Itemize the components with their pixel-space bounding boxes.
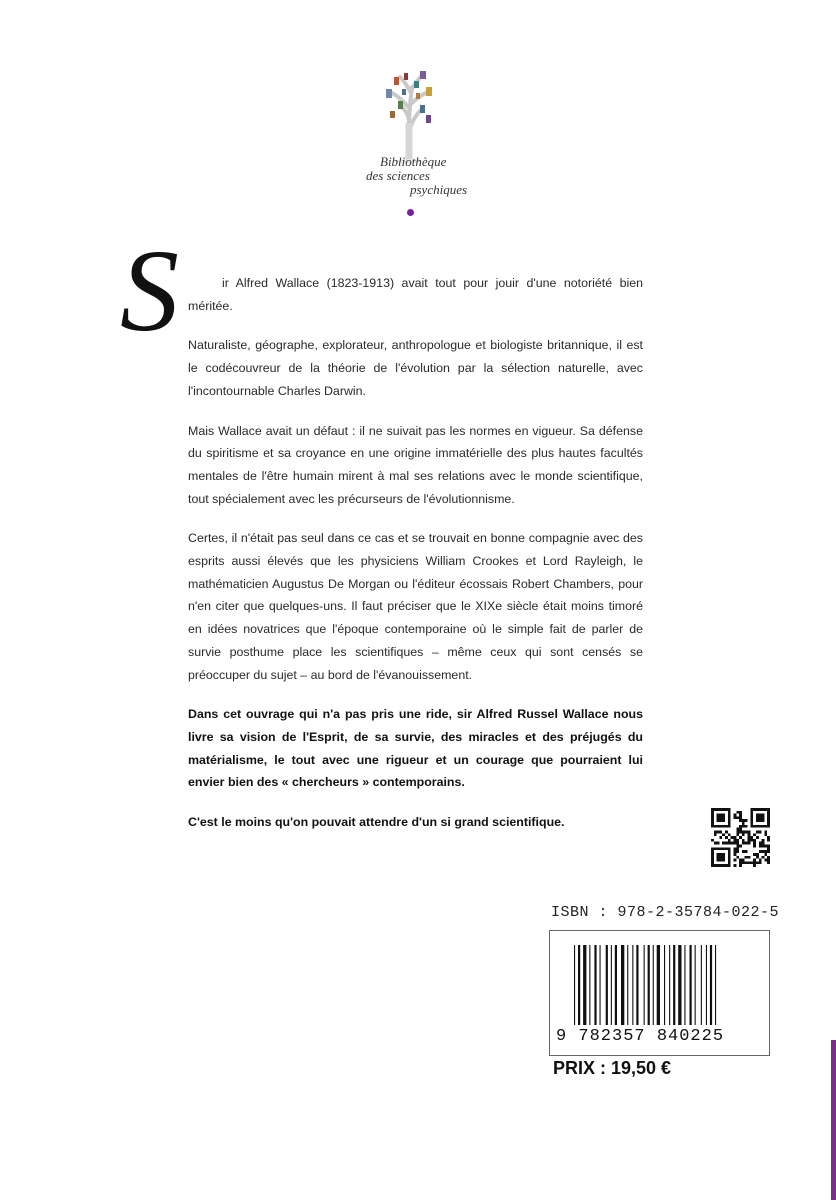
qr-module bbox=[739, 825, 742, 828]
qr-module bbox=[745, 850, 748, 853]
qr-module bbox=[742, 861, 745, 864]
qr-module bbox=[733, 853, 736, 856]
barcode-bar bbox=[695, 945, 696, 1025]
qr-module bbox=[725, 836, 728, 839]
qr-module bbox=[739, 819, 742, 822]
barcode-panel bbox=[549, 930, 770, 1056]
qr-module bbox=[728, 833, 731, 836]
qr-module bbox=[764, 845, 767, 848]
qr-module bbox=[711, 847, 714, 867]
qr-module bbox=[750, 808, 770, 811]
qr-module bbox=[748, 830, 751, 833]
qr-module bbox=[753, 864, 756, 867]
qr-module bbox=[756, 856, 759, 859]
accent-dot bbox=[407, 209, 414, 216]
qr-module bbox=[764, 850, 767, 853]
qr-module bbox=[764, 853, 767, 856]
qr-module bbox=[750, 861, 753, 864]
qr-module bbox=[728, 842, 731, 845]
qr-module bbox=[750, 825, 770, 828]
qr-module bbox=[736, 842, 739, 845]
qr-module bbox=[762, 856, 765, 859]
qr-module bbox=[711, 825, 731, 828]
blurb-paragraph: Mais Wallace avait un défaut : il ne suivait pas les normes en vigueur. Sa défense du spiritisme et sa croyance en une origine immatérielle des plus hautes facultés mentales de l'être humain mirent à mal ses relations avec le monde scientifique, tout spécialement avec les précurseurs de l'évolutionnisme. bbox=[188, 423, 643, 506]
qr-module bbox=[733, 836, 736, 839]
barcode-bar bbox=[715, 945, 716, 1025]
barcode-bar bbox=[578, 945, 580, 1025]
qr-module bbox=[767, 861, 770, 864]
barcode-bar bbox=[669, 945, 670, 1025]
qr-module bbox=[759, 845, 762, 848]
barcode-bar bbox=[636, 945, 638, 1025]
qr-module bbox=[759, 842, 762, 845]
qr-module bbox=[739, 828, 742, 831]
barcode-bar bbox=[657, 945, 660, 1025]
qr-module bbox=[736, 828, 739, 831]
barcode-bar bbox=[664, 945, 665, 1025]
qr-module bbox=[742, 819, 745, 822]
qr-module bbox=[748, 833, 751, 836]
qr-module bbox=[750, 839, 753, 842]
qr-module bbox=[717, 853, 725, 861]
qr-module bbox=[759, 830, 762, 833]
qr-module bbox=[739, 859, 742, 862]
book-tree-icon bbox=[376, 63, 446, 163]
blurb-text bbox=[188, 272, 643, 851]
qr-module bbox=[714, 842, 717, 845]
qr-module bbox=[759, 861, 762, 864]
qr-module bbox=[753, 833, 756, 836]
qr-module bbox=[742, 825, 745, 828]
qr-module bbox=[733, 850, 736, 853]
qr-module bbox=[711, 808, 714, 828]
barcode-bar bbox=[574, 945, 575, 1025]
barcode-bar bbox=[701, 945, 702, 1025]
qr-module bbox=[756, 830, 759, 833]
qr-module bbox=[736, 816, 739, 819]
qr-module bbox=[756, 836, 759, 839]
barcode-bar bbox=[611, 945, 612, 1025]
qr-module bbox=[736, 833, 739, 836]
barcode-bar bbox=[690, 945, 692, 1025]
qr-module bbox=[767, 856, 770, 859]
barcode-bar bbox=[594, 945, 596, 1025]
qr-module bbox=[742, 839, 745, 842]
qr-module bbox=[745, 842, 748, 845]
qr-module bbox=[731, 842, 734, 845]
blurb-bold-paragraph: C'est le moins qu'on pouvait attendre d'un si grand scientifique. bbox=[188, 815, 565, 830]
qr-module bbox=[767, 850, 770, 853]
qr-module bbox=[733, 839, 736, 842]
qr-module bbox=[711, 847, 731, 850]
qr-module bbox=[736, 856, 739, 859]
barcode-bar bbox=[653, 945, 654, 1025]
qr-module bbox=[756, 861, 759, 864]
cover-edge-strip bbox=[831, 1040, 836, 1200]
blurb-paragraph: ir Alfred Wallace (1823-1913) avait tout pour jouir d'une notoriété bien méritée. bbox=[188, 276, 643, 313]
qr-module bbox=[762, 850, 765, 853]
barcode-bar bbox=[600, 945, 601, 1025]
qr-module bbox=[733, 859, 736, 862]
barcode-bar bbox=[684, 945, 685, 1025]
qr-module bbox=[748, 842, 751, 845]
qr-module bbox=[745, 861, 748, 864]
qr-module bbox=[739, 814, 742, 817]
qr-module bbox=[767, 859, 770, 862]
barcode-bar bbox=[615, 945, 617, 1025]
qr-module bbox=[717, 842, 720, 845]
qr-module bbox=[750, 836, 753, 839]
qr-module bbox=[764, 859, 767, 862]
qr-module bbox=[759, 850, 762, 853]
qr-module bbox=[756, 853, 759, 856]
qr-module bbox=[767, 839, 770, 842]
qr-module bbox=[719, 836, 722, 839]
qr-module bbox=[733, 842, 736, 845]
qr-module bbox=[753, 859, 756, 862]
barcode bbox=[574, 945, 746, 1025]
qr-module bbox=[753, 853, 756, 856]
barcode-bar bbox=[632, 945, 633, 1025]
qr-module bbox=[714, 833, 717, 836]
qr-module bbox=[753, 845, 756, 848]
qr-module bbox=[736, 830, 739, 833]
qr-code bbox=[711, 808, 770, 867]
qr-module bbox=[739, 830, 742, 833]
qr-module bbox=[739, 816, 742, 819]
barcode-digits: 9 782357 840225 bbox=[556, 1027, 725, 1046]
blurb-paragraph: Naturaliste, géographe, explorateur, anthropologue et biologiste britannique, il est le codécouvreur de la théorie de l'évolution par la sélection naturelle, avec l'incontournable Charles Darwin. bbox=[188, 338, 643, 398]
qr-module bbox=[759, 859, 762, 862]
barcode-bar bbox=[673, 945, 675, 1025]
blurb-bold-paragraph: Dans cet ouvrage qui n'a pas pris une ride, sir Alfred Russel Wallace nous livre sa vision de l'Esprit, de sa survie, des miracles et des préjugés du matérialisme, le tout avec une rigueur et un courage que pourraient lui envier bien des « chercheurs » contemporains. bbox=[188, 707, 643, 790]
barcode-bar bbox=[706, 945, 707, 1025]
qr-module bbox=[742, 830, 745, 833]
barcode-bar bbox=[606, 945, 608, 1025]
qr-module bbox=[733, 814, 736, 817]
qr-module bbox=[745, 830, 748, 833]
qr-module bbox=[725, 842, 728, 845]
publisher-name-line: psychiques bbox=[410, 182, 468, 197]
barcode-bar bbox=[621, 945, 624, 1025]
qr-module bbox=[725, 830, 728, 833]
qr-module bbox=[742, 822, 745, 825]
qr-module bbox=[733, 864, 736, 867]
barcode-bar bbox=[589, 945, 590, 1025]
qr-module bbox=[719, 830, 722, 833]
qr-module bbox=[722, 833, 725, 836]
barcode-bar bbox=[710, 945, 712, 1025]
qr-module bbox=[748, 836, 751, 839]
qr-module bbox=[728, 839, 731, 842]
publisher-name-line: des sciences bbox=[366, 168, 430, 183]
qr-module bbox=[753, 839, 756, 842]
qr-module bbox=[767, 847, 770, 850]
qr-module bbox=[733, 847, 736, 850]
qr-module bbox=[711, 864, 731, 867]
barcode-bar bbox=[678, 945, 681, 1025]
qr-module bbox=[739, 845, 742, 848]
qr-module bbox=[764, 833, 767, 836]
barcode-bar bbox=[627, 945, 628, 1025]
qr-module bbox=[711, 808, 731, 811]
qr-module bbox=[739, 861, 742, 864]
qr-module bbox=[762, 839, 765, 842]
qr-module bbox=[756, 814, 764, 822]
publisher-logo bbox=[360, 55, 480, 225]
drop-cap: S bbox=[120, 225, 179, 356]
qr-module bbox=[745, 856, 748, 859]
qr-module bbox=[739, 811, 742, 814]
qr-module bbox=[728, 808, 731, 828]
qr-module bbox=[753, 842, 756, 845]
qr-module bbox=[731, 836, 734, 839]
qr-module bbox=[736, 850, 739, 853]
qr-module bbox=[767, 845, 770, 848]
qr-module bbox=[750, 808, 753, 828]
qr-module bbox=[714, 830, 717, 833]
qr-module bbox=[767, 836, 770, 839]
barcode-bar bbox=[648, 945, 650, 1025]
publisher-name-line: Bibliothèque bbox=[380, 154, 447, 169]
qr-module bbox=[742, 850, 745, 853]
qr-module bbox=[717, 830, 720, 833]
publisher-name bbox=[360, 155, 470, 197]
isbn-label: ISBN : 978-2-35784-022-5 bbox=[551, 904, 780, 921]
qr-module bbox=[742, 842, 745, 845]
qr-module bbox=[764, 830, 767, 833]
qr-module bbox=[739, 836, 742, 839]
blurb-paragraph: Certes, il n'était pas seul dans ce cas et se trouvait en bonne compagnie avec des esprits aussi élevés que les physiciens William Crookes et Lord Rayleigh, le mathématicien Augustus De Morgan ou l'éditeur écossais Robert Chambers, pour n'en citer que quelques-uns. Il faut préciser que le XIXe siècle était moins timoré en idées novatrices que l'époque contemporaine où le simple fait de parler de survie posthume place les scientifiques – même ceux qui sont censés se préoccuper du sujet – au bord de l'évanouissement. bbox=[188, 531, 643, 682]
qr-module bbox=[742, 833, 745, 836]
qr-module bbox=[736, 811, 739, 814]
qr-module bbox=[742, 859, 745, 862]
qr-module bbox=[745, 819, 748, 822]
qr-module bbox=[722, 842, 725, 845]
qr-module bbox=[748, 839, 751, 842]
qr-module bbox=[748, 856, 751, 859]
barcode-bar bbox=[644, 945, 645, 1025]
qr-module bbox=[717, 814, 725, 822]
qr-module bbox=[739, 864, 742, 867]
qr-module bbox=[728, 847, 731, 867]
qr-module bbox=[745, 825, 748, 828]
qr-module bbox=[736, 845, 739, 848]
qr-module bbox=[711, 839, 714, 842]
qr-module bbox=[762, 845, 765, 848]
barcode-bar bbox=[583, 945, 586, 1025]
qr-module bbox=[767, 808, 770, 828]
qr-module bbox=[736, 847, 739, 850]
qr-module bbox=[748, 861, 751, 864]
qr-module bbox=[733, 816, 736, 819]
qr-module bbox=[762, 842, 765, 845]
qr-module bbox=[753, 861, 756, 864]
qr-module bbox=[736, 839, 739, 842]
price-label: PRIX : 19,50 € bbox=[553, 1058, 672, 1078]
